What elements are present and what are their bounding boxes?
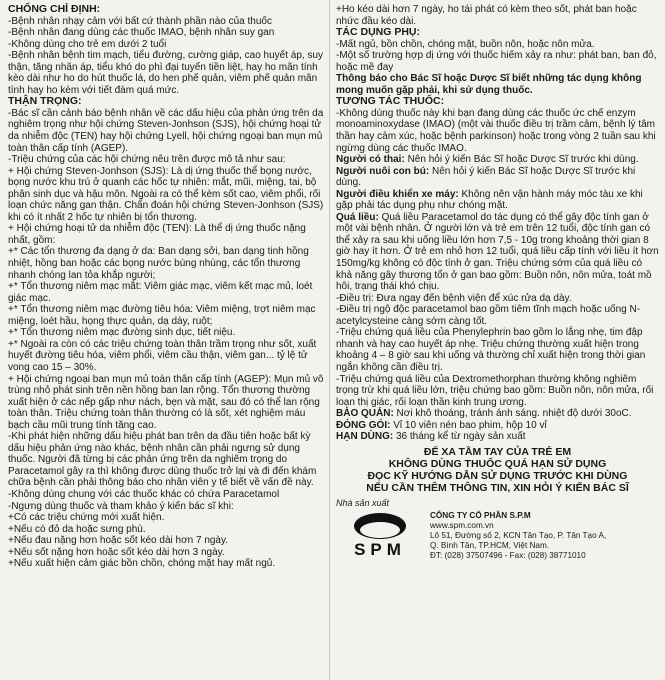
company-name: CÔNG TY CỔ PHẦN S.P.M [430,511,531,521]
caution-continued: +Ho kéo dài hơn 7 ngày, ho tái phát có kèm theo sốt, phát ban hoặc nhức đầu kéo dài. [336,4,637,27]
right-column [336,4,659,561]
treatment-item: -Điều trị ngộ độc paracetamol bao gồm tiêm tĩnh mạch hoặc uống N-acetylcysteine càng sớm càng tốt. [336,304,641,327]
caution-item: +Có các triệu chứng mới xuất hiện. [8,512,165,524]
caution-item: +* Ngoài ra còn có các triệu chứng toàn thân trầm trọng như sốt, xuất huyết đường tiêu hóa, viêm phổi, viêm cầu thận, viêm gan... tỷ lệ tử vong cao 15 – 30%. [8,338,317,373]
left-column [8,4,326,570]
treatment-item: -Triệu chứng quá liều của Dextromethorphan thường không nghiêm trọng trừ khi quá liều lớn, triệu chứng bao gồm: Buồn nôn, nôn mửa, rối loạn thị giác, rối loạn thần kinh trung ương. [336,373,654,408]
caution-item: +* Tổn thương niêm mạc đường sinh dục, tiết niệu. [8,327,236,339]
packaging-note [336,420,659,432]
caution-heading: THẬN TRỌNG: [8,95,82,108]
spm-logo-icon [336,511,424,559]
interactions-heading: TƯƠNG TÁC THUỐC: [336,95,445,108]
company-phone: ĐT: (028) 37507496 - Fax: (028) 38771010 [430,551,586,561]
caution-item: +Nếu có đỏ da hoặc sưng phù. [8,523,146,535]
column-divider [329,0,330,680]
caution-item: -Bác sĩ cần cảnh báo bệnh nhân về các dấu hiệu của phản ứng trên da nghiêm trọng như hội chứng Steven-Jonhson (SJS), hội chứng hoại tử da nhiễm độc (TEN) hay hội chứng Lyell, hội chứng ngoại ban mụn mủ toàn thân cấp tính (AGEP). [8,107,324,154]
caution-item: + Hội chứng Steven-Jonhson (SJS): Là dị ứng thuốc thể bọng nước, bọng nước khu trú ở quanh các hốc tự nhiên: mắt, mũi, miệng, tai, bộ phận sinh dục và hậu môn. Ngoài ra có thể kèm sốt cao, viêm phổi, rối loạn chức năng gan thận. Chẩn đoán hội chứng Steven-Jonhson (SJS) khi có ít nhất 2 hốc tự nhiên bị tổn thương. [8,165,324,223]
interactions-text: -Không dùng thuốc này khi bạn đang dùng các thuốc ức chế enzym monoaminoxydase (IMAO) (một vài thuốc điều trị trầm cảm, bệnh lý tâm thần hay cảm xúc, hoặc bệnh parkinson) hoặc trong vòng 2 tuần sau khi ngừng dùng các thuốc IMAO. [336,107,656,154]
caution-item: -Không dùng chung với các thuốc khác có chứa Paracetamol [8,488,280,500]
contra-item: -Bệnh nhân bệnh tim mạch, tiểu đường, cường giáp, cao huyết áp, suy thận, tăng nhãn áp, tiểu khó do phì đại tuyến tiền liệt, hay ho mãn tính kèo dài như ho do hút thuốc lá, do hen phế quản, viêm phế quản mãn tính hay ho kèm với tiết đàm quá mức. [8,50,324,96]
packaging-label: ĐÓNG GÓI: [336,419,391,431]
caution-item: +Nếu sốt nặng hơn hoặc sốt kéo dài hơn 3 ngày. [8,546,225,558]
nursing-note [336,166,659,189]
caution-item: -Triệu chứng của các hội chứng nêu trên được mô tả như sau: [8,154,286,166]
caution-item: + Hội chứng hoại tử da nhiễm độc (TEN): Là thể dị ứng thuốc nặng nhất, gồm: [8,223,306,246]
storage-label: BẢO QUẢN: [336,408,394,420]
overdose-text: Quá liều Paracetamol do tác dụng có thể gây độc tính gan ở một vài bệnh nhân. Ở người lớn và trẻ em trên 12 tuổi, độc tính gan có thể xảy ra sau khi uống liều lớn hơn 7,5 - 10g trong khoảng thời gian 8 giờ hay ít hơn. Ở trẻ em nhỏ hơn 12 tuổi, quá liều cấp tính với liều ít hơn 150mg/kg không có độc tính ở gan. Triệu chứng sớm của quá liều có khả năng gây thương tổn ở gan bao gồm: Buồn nôn, nôn mửa, toát mồ hôi, trạng thái khó chịu. [336,211,659,293]
caution-item: -Ngưng dùng thuốc và tham khảo ý kiến bác sĩ khi: [8,500,234,512]
company-address-line2: Q. Bình Tân, TP.HCM, Việt Nam. [430,541,550,551]
manufacturer-label: Nhà sản xuất [336,497,390,508]
company-website: www.spm.com.vn [430,521,494,531]
caution-item: +* Các tổn thương đa dạng ở da: Ban dạng sởi, ban dạng tinh hồng nhiệt, hồng ban hoặc các bọng nước bùng nhùng, các tổn thương nhanh chóng lan tỏa khắp người; [8,246,309,281]
expiry-label: HẠN DÙNG: [336,431,394,443]
nursing-label: Người nuôi con bú: [336,165,430,177]
pregnancy-text: Nên hỏi ý kiến Bác Sĩ hoặc Dược Sĩ trước khi dùng. [404,154,639,166]
caution-item: +Nếu xuất hiện cảm giác bồn chồn, chóng mặt hay mất ngủ. [8,558,276,570]
driver-note [336,189,659,212]
side-effects-heading: TÁC DỤNG PHỤ: [336,26,420,39]
warning-line: NẾU CẦN THÊM THÔNG TIN, XIN HỎI Ý KIẾN BÁC SĨ [366,481,629,494]
caution-item: +* Tổn thương niêm mạc đường tiêu hóa: Viêm miệng, trợt niêm mạc miệng, loét hầu, họng thực quản, dạ dày, ruột; [8,304,316,327]
driver-text: Không nên vận hành máy móc tàu xe khi gặp phải tác dụng phụ như chóng mặt. [336,188,643,212]
treatment-item: -Triệu chứng quá liều của Phenylephrin bao gồm lo lắng nhẹ, tim đập nhanh và hay cao huyết áp nhẹ. Triệu chứng thường xuất hiện trong khoảng 4 – 8 giờ sau khi uống và thường chỉ xuất hiện trong thời gian ngắn không cần điều trị. [336,327,646,373]
driver-label: Người điều khiển xe máy: [336,188,459,200]
pregnancy-note [336,154,659,166]
overdose-label: Quá liều: [336,211,379,223]
caution-item: + Hội chứng ngoại ban mụn mủ toàn thân cấp tính (AGEP): Mụn mủ vô trùng nhỏ phát sinh trên nền hồng ban lan rộng. Tổn thương thường xuất hiện ở các nếp gấp như nách, bẹn và mặt, sau đó có thể lan rộng toàn thân. Triệu chứng toàn thân thường có là sốt, xét nghiệm máu bạch cầu mũi trung tính tăng cao. [8,373,324,431]
contra-item: -Bệnh nhân nhạy cảm với bất cứ thành phần nào của thuốc [8,15,272,27]
storage-text: Nơi khô thoáng, tránh ánh sáng. nhiệt độ dưới 30oC. [393,408,632,420]
packaging-text: Vỉ 10 viên nén bao phim, hộp 10 vỉ [390,419,547,431]
overdose-note [336,212,659,293]
warning-line: ĐỌC KỸ HƯỚNG DẪN SỬ DỤNG TRƯỚC KHI DÙNG [367,469,628,482]
pregnancy-label: Người có thai: [336,154,405,166]
storage-note [336,408,659,420]
warning-block [336,446,659,494]
notify-doctor-note: Thông báo cho Bác Sĩ hoặc Dược Sĩ biết những tác dụng không mong muốn gặp phải, khi sử dụng thuốc. [336,73,642,96]
contra-item: -Bệnh nhân đang dùng các thuốc IMAO, bệnh nhân suy gan [8,27,275,39]
company-address-line1: Lô 51, Đường số 2, KCN Tân Tạo, P. Tân Tạo A, [430,531,607,541]
contra-item: -Không dùng cho trẻ em dưới 2 tuổi [8,38,167,50]
caution-item: -Khi phát hiện những dấu hiệu phát ban trên da đầu tiên hoặc bất kỳ dấu hiệu phản ứng nào khác, bệnh nhân cần phải ngưng sử dụng thuốc. Người đã từng bị các phản ứng trên da nghiêm trọng do Paracetamol gây ra thì không được dùng thuốc trở lại và đi đến khám chữa bệnh cần phải thông báo cho nhân viên y tế biết về vấn đề này. [8,431,317,489]
manufacturer-block [336,511,659,561]
side-effect-item: -Một số trường hợp dị ứng với thuốc hiếm xảy ra như: phát ban, ban đỏ, hoặc mề đay [336,50,657,73]
contraindications-heading: CHỐNG CHỈ ĐỊNH: [8,3,101,15]
warning-line: ĐỂ XA TẦM TAY CỦA TRẺ EM [423,445,572,458]
nursing-text: Nên hỏi ý kiến Bác Sĩ hoặc Dược Sĩ trước khi dùng. [336,165,636,189]
company-info [430,511,606,561]
treatment-item: -Điều trị: Đưa ngay đến bệnh viện để xúc rửa dạ dày. [336,292,572,304]
caution-item: +* Tổn thương niêm mạc mắt: Viêm giác mạc, viêm kết mạc mủ, loét giác mạc. [8,281,313,304]
side-effect-item: -Mất ngủ, bồn chồn, chóng mặt, buồn nôn, hoặc nôn mửa. [336,38,595,50]
expiry-text: 36 tháng kể từ ngày sản xuất [393,431,526,443]
logo-text: SPM [354,540,406,560]
warning-line: KHÔNG DÙNG THUỐC QUÁ HẠN SỬ DỤNG [388,457,607,470]
caution-item: +Nếu đau nặng hơn hoặc sốt kéo dài hơn 7 ngày. [8,535,229,547]
expiry-note [336,431,659,443]
